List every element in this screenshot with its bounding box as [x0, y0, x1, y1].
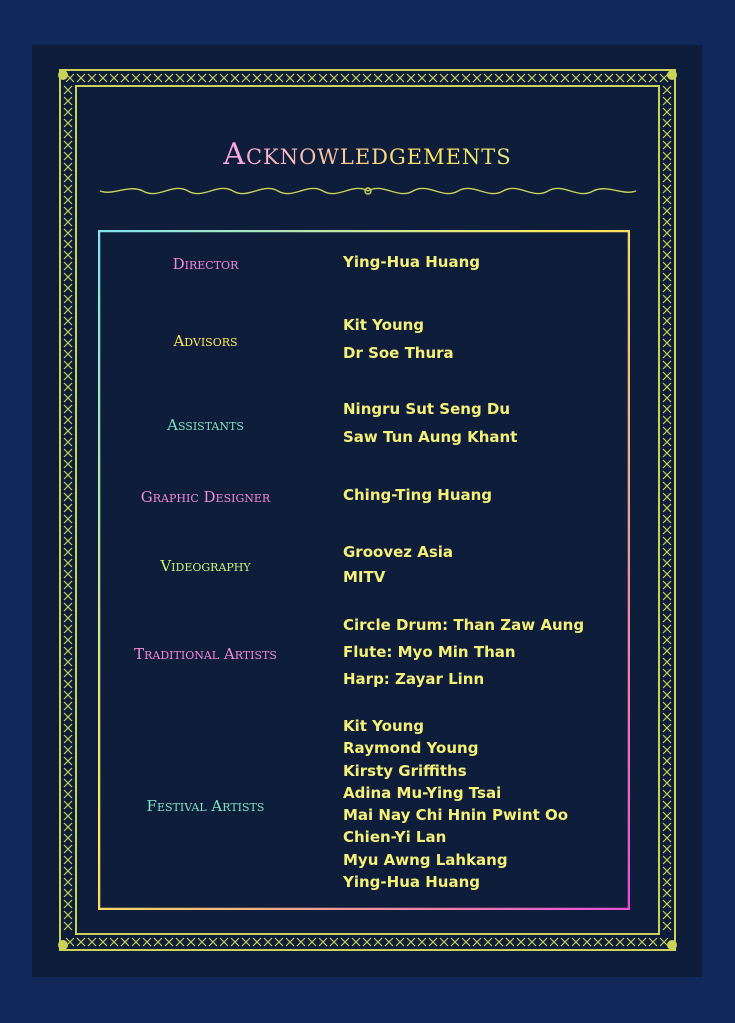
title-ornament	[98, 180, 638, 202]
credit-name: Chien-Yi Lan	[343, 828, 447, 847]
credit-name: Kit Young	[343, 716, 425, 735]
role-label: Traditional Artists	[134, 645, 277, 663]
credit-name: Circle Drum: Than Zaw Aung	[343, 616, 585, 634]
credit-name: Ying-Hua Huang	[343, 873, 480, 892]
corner-flourish	[667, 70, 677, 80]
credit-name: Flute: Myo Min Than	[343, 643, 516, 661]
credit-name: Ching-Ting Huang	[343, 486, 493, 504]
role-label: Advisors	[173, 332, 238, 350]
corner-flourish	[58, 940, 68, 950]
names-cell	[343, 717, 623, 893]
role-label: Assistants	[167, 416, 244, 434]
names-cell	[343, 400, 623, 448]
credit-name: Kit Young	[343, 316, 425, 334]
names-cell	[343, 616, 623, 690]
credit-name: Ningru Sut Seng Du	[343, 400, 511, 418]
credits-table	[98, 230, 630, 910]
credit-name: Harp: Zayar Linn	[343, 670, 485, 688]
credit-name: Kirsty Griffiths	[343, 761, 467, 780]
credit-name: MITV	[343, 567, 386, 586]
credit-name: Groovez Asia	[343, 542, 454, 561]
credit-name: Myu Awng Lahkang	[343, 850, 508, 869]
names-cell	[343, 253, 623, 273]
credit-name: Ying-Hua Huang	[343, 253, 480, 271]
names-cell	[343, 543, 623, 588]
corner-flourish	[667, 940, 677, 950]
credit-name: Adina Mu-Ying Tsai	[343, 783, 502, 802]
credit-name: Mai Nay Chi Hnin Pwint Oo	[343, 806, 569, 825]
names-cell	[343, 486, 623, 506]
credit-name: Dr Soe Thura	[343, 344, 454, 362]
role-label: Graphic Designer	[140, 488, 271, 506]
corner-flourish	[58, 70, 68, 80]
role-label: Videography	[160, 557, 251, 575]
names-cell	[343, 316, 623, 364]
role-label: Director	[172, 255, 239, 273]
page-title: Acknowledgements	[0, 137, 735, 172]
credit-name: Raymond Young	[343, 739, 479, 758]
credit-name: Saw Tun Aung Khant	[343, 428, 518, 446]
role-label: Festival Artists	[146, 797, 265, 815]
